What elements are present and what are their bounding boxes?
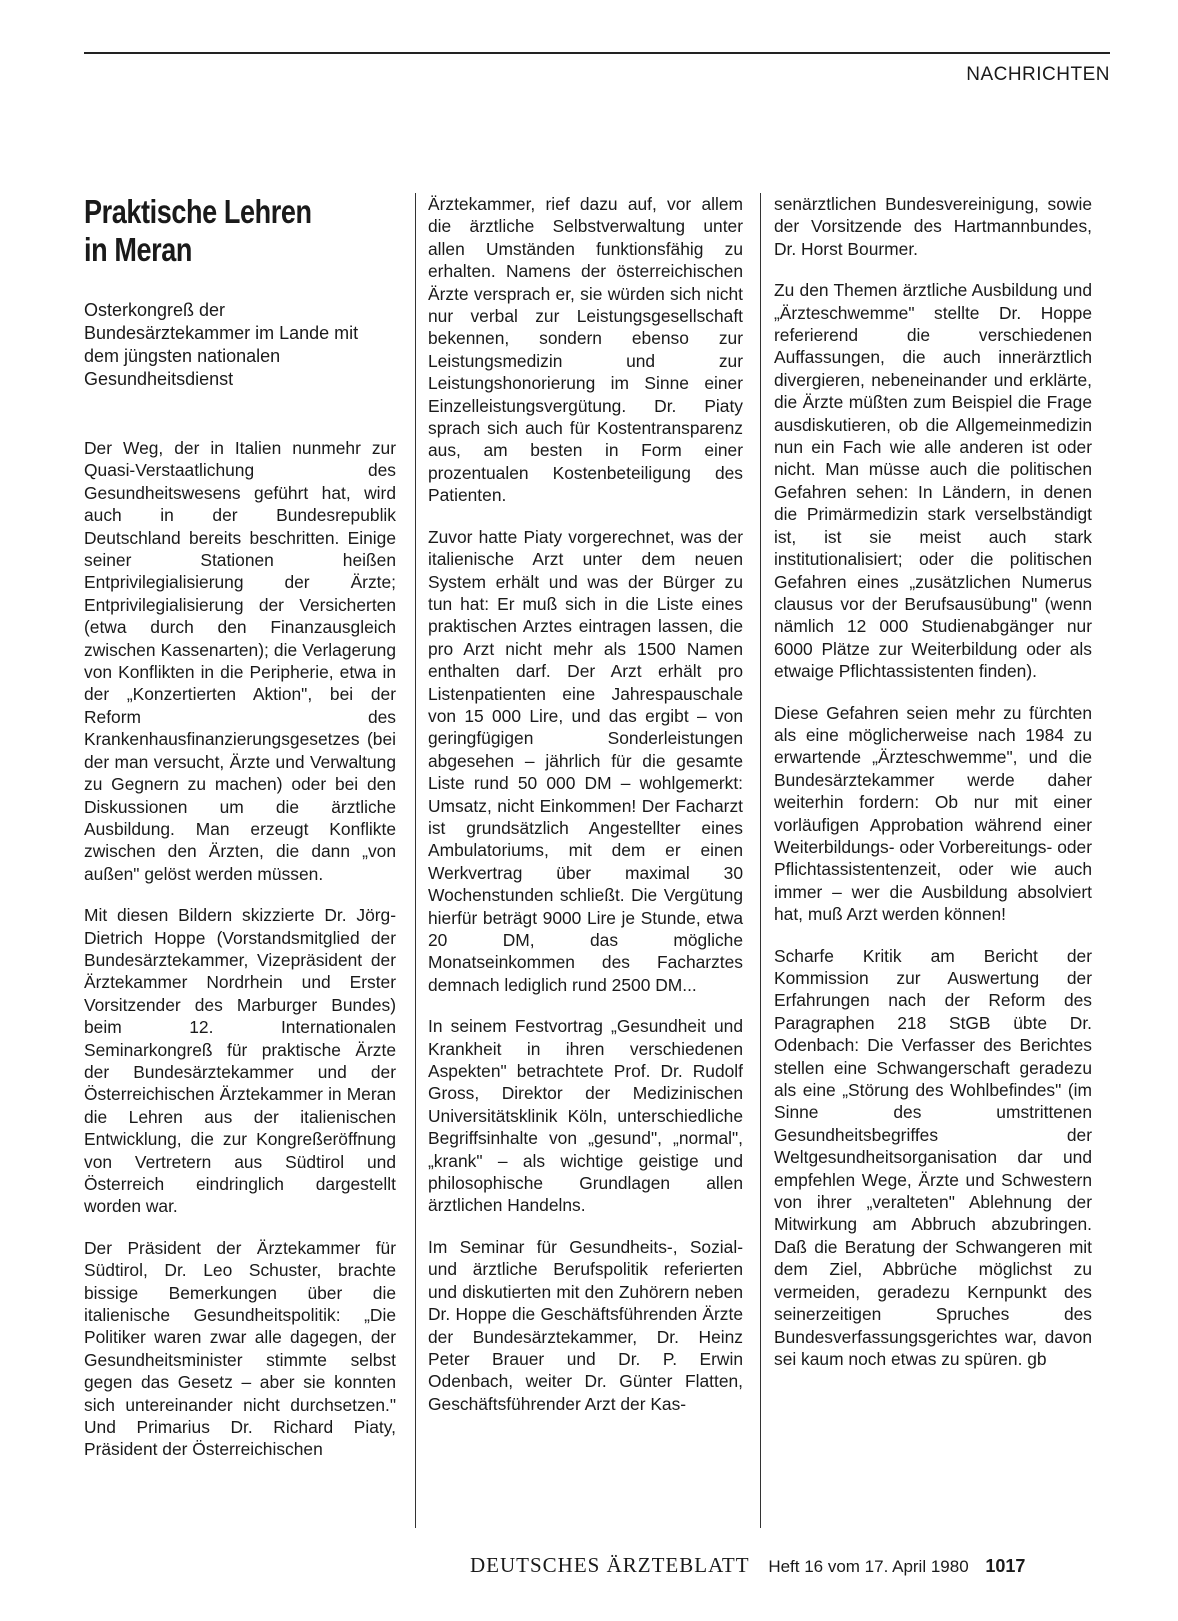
top-rule	[84, 52, 1110, 54]
paragraph: Mit diesen Bildern skizzierte Dr. Jörg-Dietrich Hoppe (Vorstandsmitglied der Bundesärztekammer, Vizepräsident der Ärztekammer Nordrhein und Erster Vorsitzender des Marburger Bundes) beim 12. Internationalen Seminarkongreß für praktische Ärzte der Bundesärztekammer und der Österreichischen Ärztekammer in Meran die Lehren aus der italienischen Entwicklung, die zur Kongreßeröffnung von Vertretern aus Südtirol und Österreich eindringlich dargestellt worden war.	[84, 905, 396, 1217]
paragraph: Zuvor hatte Piaty vorgerechnet, was der italienische Arzt unter dem neuen System erhält und was der Bürger zu tun hat: Er muß sich in die Liste eines praktischen Arztes eintragen lassen, die pro Arzt nicht mehr als 1500 Namen enthalten darf. Der Arzt erhält pro Listenpatienten eine Jahrespauschale von 15 000 Lire, und das ergibt – von geringfügigen Sonderleistungen abgesehen – jährlich für die gesamte Liste rund 50 000 DM – wohlgemerkt: Umsatz, nicht Einkommen! Der Facharzt ist grundsätzlich Angestellter eines Ambulatoriums, mit dem er einen Werkvertrag über maximal 30 Wochenstunden schließt. Die Vergütung hierfür beträgt 9000 Lire je Stunde, etwa 20 DM, das mögliche Monatseinkommen des Facharztes demnach lediglich rund 2500 DM...	[428, 526, 743, 995]
page-footer	[470, 1553, 1025, 1578]
page-number: 1017	[985, 1556, 1026, 1576]
paragraph: Ärztekammer, rief dazu auf, vor allem die ärztliche Selbstverwaltung unter allen Umständen funktionsfähig zu erhalten. Namens der österreichischen Ärzte versprach er, sie würden sich nicht nur verbal zur Leistungsgesellschaft bekennen, sondern ebenso zur Leistungsmedizin und zur Leistungshonorierung im Sinne einer Einzelleistungsvergütung. Dr. Piaty sprach sich auch für Kostentransparenz aus, am besten in Form einer prozentualen Kostenbeteiligung des Patienten.	[428, 194, 743, 506]
section-label: NACHRICHTEN	[966, 64, 1110, 85]
article-subtitle: Osterkongreß der Bundesärztekammer im Lande mit dem jüngsten nationalen Gesundheitsdienst	[84, 300, 359, 389]
paragraph: Der Präsident der Ärztekammer für Südtirol, Dr. Leo Schuster, brachte bissige Bemerkungen über die italienische Gesundheitspolitik: „Die Politiker waren zwar alle dagegen, der Gesundheitsminister stimmte selbst gegen das Gesetz – aber sie konnten sich untereinander nicht durchsetzen." Und Primarius Dr. Richard Piaty, Präsident der Österreichischen	[84, 1237, 396, 1460]
column-3	[774, 193, 1092, 1389]
paragraph: Der Weg, der in Italien nunmehr zur Quasi-Verstaatlichung des Gesundheitswesens geführt hat, wird auch in der Bundesrepublik Deutschland bereits beschritten. Einige seiner Stationen heißen Entprivilegialisierung der Ärzte; Entprivilegialisierung der Versicherten (etwa durch den Finanzausgleich zwischen Kassenarten); die Verlagerung von Konflikten in die Peripherie, etwa in der „Konzertierten Aktion", bei der Reform des Krankenhausfinanzierungsgesetzes (bei der man versucht, Ärzte und Verwaltung zu Gegnern zu machen) oder bei den Diskussionen um die ärztliche Ausbildung. Man erzeugt Konflikte zwischen den Ärzten, die dann „von außen" gelöst werden müssen.	[84, 438, 396, 884]
column-divider	[760, 193, 761, 1528]
paragraph: Diese Gefahren seien mehr zu fürchten als eine möglicherweise nach 1984 zu erwartende „Ärzteschwemme", und die Bundesärztekammer werde daher weiterhin fordern: Ob nur mit einer vorläufigen Approbation während einer Weiterbildungs- oder Vorbereitungs- oder Pflichtassistentenzeit, oder wie auch immer – wer die Ausbildung absolviert hat, muß Arzt werden können!	[774, 702, 1092, 925]
column-2	[428, 193, 743, 1434]
paragraph: senärztlichen Bundesvereinigung, sowie der Vorsitzende des Hartmannbundes, Dr. Horst Bourmer.	[774, 194, 1092, 259]
issue-info: Heft 16 vom 17. April 1980	[768, 1557, 969, 1576]
paragraph: Im Seminar für Gesundheits-, Sozial- und ärztliche Berufspolitik referierten und diskutierten mit den Zuhörern neben Dr. Hoppe die Geschäftsführenden Ärzte der Bundesärztekammer, Dr. Heinz Peter Brauer und Dr. P. Erwin Odenbach, weiter Dr. Günter Flatten, Geschäftsführender Arzt der Kas-	[428, 1236, 743, 1414]
title-line-2: in Meran	[84, 231, 192, 268]
paragraph: Zu den Themen ärztliche Ausbildung und „Ärzteschwemme" stellte Dr. Hoppe referierend die verschiedenen Auffassungen, die auch innerärztlich divergieren, nebeneinander und erklärte, die Ärzte müßten zum Beispiel die Frage ausdiskutieren, ob die Allgemeinmedizin nun ein Fach wie alle anderen ist oder nicht. Man müsse auch die politischen Gefahren sehen: In Ländern, in denen die Primärmedizin stark verselbständigt ist, ist sie meist auch stark institutionalisiert; oder die politischen Gefahren eines „zusätzlichen Numerus clausus vor der Berufsausübung" (wenn nämlich 12 000 Studienabgänger nur 6000 Plätze zur Weiterbildung oder als etwaige Pflichtassistenten finden).	[774, 280, 1092, 682]
column-divider	[415, 193, 416, 1528]
column-1	[84, 193, 396, 1480]
paragraph: In seinem Festvortrag „Gesundheit und Krankheit in ihren verschiedenen Aspekten" betrachtete Prof. Dr. Rudolf Gross, Direktor der Medizinischen Universitätsklinik Köln, unterschiedliche Begriffsinhalte von „gesund", „normal", „krank" – als wichtige geistige und philosophische Grundlagen allen ärztlichen Handelns.	[428, 1016, 743, 1216]
article-title	[84, 193, 340, 269]
magazine-name: DEUTSCHES ÄRZTEBLATT	[470, 1553, 750, 1577]
title-line-1: Praktische Lehren	[84, 193, 312, 230]
paragraph: Scharfe Kritik am Bericht der Kommission zur Auswertung der Erfahrungen nach der Reform des Paragraphen 218 StGB übte Dr. Odenbach: Die Verfasser des Berichtes stellen eine Schwangerschaft geradezu als eine „Störung des Wohlbefindes" (im Sinne des umstrittenen Gesundheitsbegriffes der Weltgesundheitsorganisation dar und empfehlen Wege, Ärzte und Schwestern von ihrer „veralteten" Ablehnung der Mitwirkung am Abbruch abzubringen. Daß die Beratung der Schwangeren mit dem Ziel, Abbrüche möglichst zu vermeiden, geradezu Kernpunkt des seinerzeitigen Spruches des Bundesverfassungsgerichtes war, davon sei kaum noch etwas zu spüren. gb	[774, 945, 1092, 1369]
